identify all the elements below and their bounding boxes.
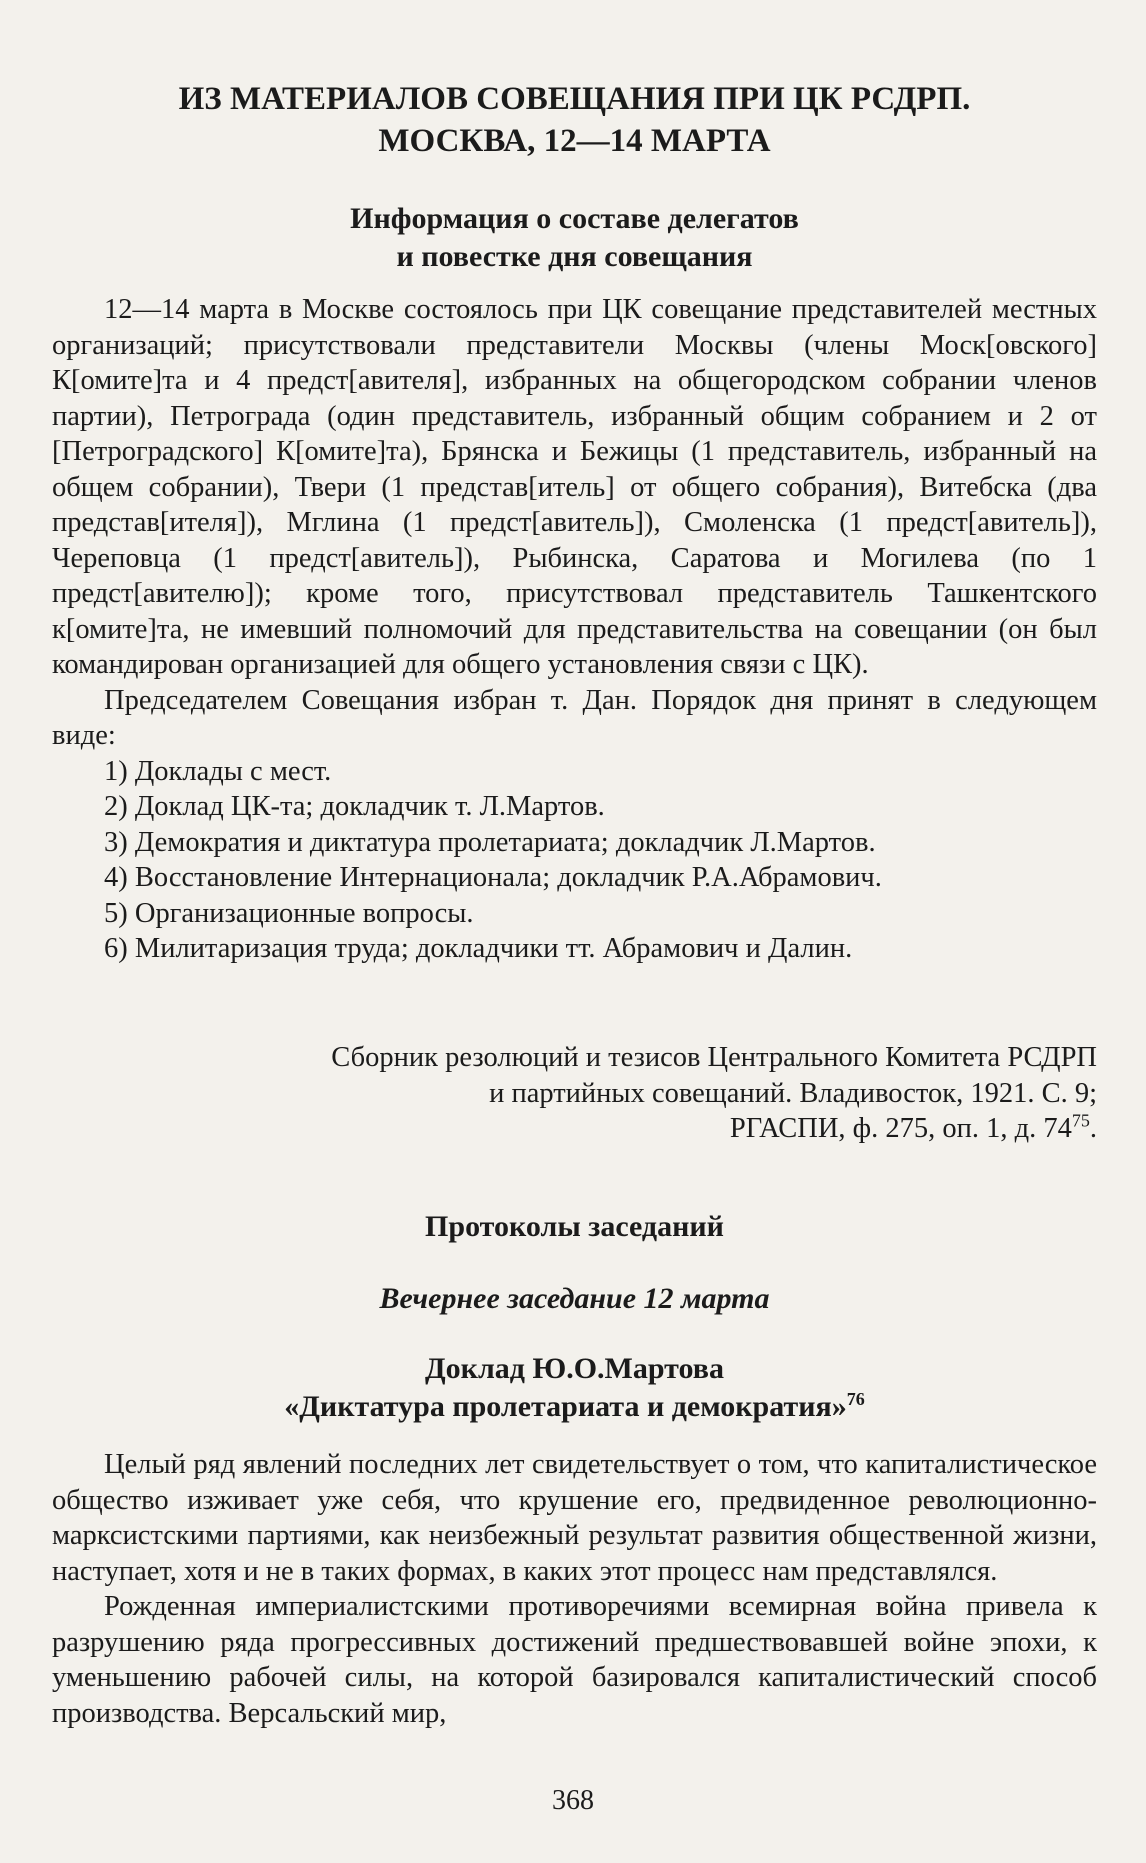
- agenda-item: 6) Милитаризация труда; докладчики тт. Абрамович и Далин.: [104, 933, 853, 964]
- page-number: 368: [552, 1785, 594, 1816]
- document-title-line1: ИЗ МАТЕРИАЛОВ СОВЕЩАНИЯ ПРИ ЦК РСДРП.: [178, 81, 971, 117]
- footnote-marker: 75: [1071, 1110, 1090, 1131]
- session-heading-block: [52, 1280, 1097, 1318]
- source-line3-end: .: [1089, 1113, 1097, 1144]
- intro-paragraph-2: Председателем Совещания избран т. Дан. Порядок дня принят в следующем виде:: [52, 684, 1097, 751]
- protocols-heading: Протоколы заседаний: [425, 1210, 724, 1243]
- document-header: [52, 78, 1097, 162]
- body-paragraph-1: Целый ряд явлений последних лет свидетельствует о том, что капиталистическое общество изживает уже себя, что крушение его, предвиденное революционно-марксистскими партиями, как неизбежный результат развития общественной жизни, наступает, хотя и не в таких формах, в каких этот процесс нам представлялся.: [52, 1449, 1097, 1587]
- source-line2: и партийных совещаний. Владивосток, 1921. С. 9;: [489, 1077, 1097, 1109]
- report-heading-line1: Доклад Ю.О.Мартова: [425, 1352, 724, 1385]
- document-subtitle: [52, 200, 1097, 276]
- subtitle-line1: Информация о составе делегатов: [350, 202, 799, 235]
- agenda-list: [52, 754, 1097, 967]
- report-heading-block: [52, 1350, 1097, 1426]
- source-line3: [52, 1111, 1097, 1147]
- agenda-item: 3) Демократия и диктатура пролетариата; докладчик Л.Мартов.: [104, 826, 876, 858]
- document-title-line2: МОСКВА, 12—14 МАРТА: [378, 123, 771, 159]
- session-heading: Вечернее заседание 12 марта: [379, 1282, 770, 1315]
- intro-section: [52, 292, 1097, 967]
- source-archive: РГАСПИ, ф. 275, оп. 1, д. 74: [729, 1113, 1072, 1144]
- agenda-item: 1) Доклады с мест.: [104, 755, 332, 787]
- report-heading-line2: [52, 1388, 1097, 1426]
- report-body: [52, 1447, 1097, 1731]
- agenda-item: 4) Восстановление Интернационала; докладчик Р.А.Абрамович.: [104, 862, 882, 893]
- agenda-item: 2) Доклад ЦК-та; докладчик т. Л.Мартов.: [104, 791, 605, 822]
- agenda-item: 5) Организационные вопросы.: [104, 897, 474, 929]
- source-citation: [52, 1040, 1097, 1147]
- subtitle-line2: и повестке дня совещания: [396, 240, 753, 273]
- source-line1: Сборник резолюций и тезисов Центрального Комитета РСДРП: [331, 1042, 1097, 1073]
- protocols-heading-block: [52, 1208, 1097, 1246]
- intro-paragraph-1: 12—14 марта в Москве состоялось при ЦК совещание представителей местных организаций; присутствовали представители Москвы (члены Моск[овского] К[омите]та и 4 предст[авителя], избранных на общегородском собрании членов партии), Петрограда (один представитель, избранный общим собранием и 2 от [Петроградского] К[омите]та), Брянска и Бежицы (1 представитель, избранный на общем собрании), Твери (1 представ[итель] от общего собрания), Витебска (два представ[ителя]), Мглина (1 предст[авитель]), Смоленска (1 предст[авитель]), Череповца (1 предст[авитель]), Рыбинска, Саратова и Могилева (по 1 предст[авителю]); кроме того, присутствовал представитель Ташкентского к[омите]та, не имевший полномочий для представительства на совещании (он был командирован организацией для общего установления связи с ЦК).: [52, 294, 1097, 680]
- footnote-marker: 76: [846, 1389, 865, 1409]
- report-title: «Диктатура пролетариата и демократия»: [284, 1390, 847, 1423]
- body-paragraph-2: Рожденная империалистскими противоречиями всемирная война привела к разрушению ряда прогрессивных достижений предшествовавшей войне эпохи, к уменьшению рабочей силы, на которой базировался капиталистический способ производства. Версальский мир,: [52, 1591, 1097, 1729]
